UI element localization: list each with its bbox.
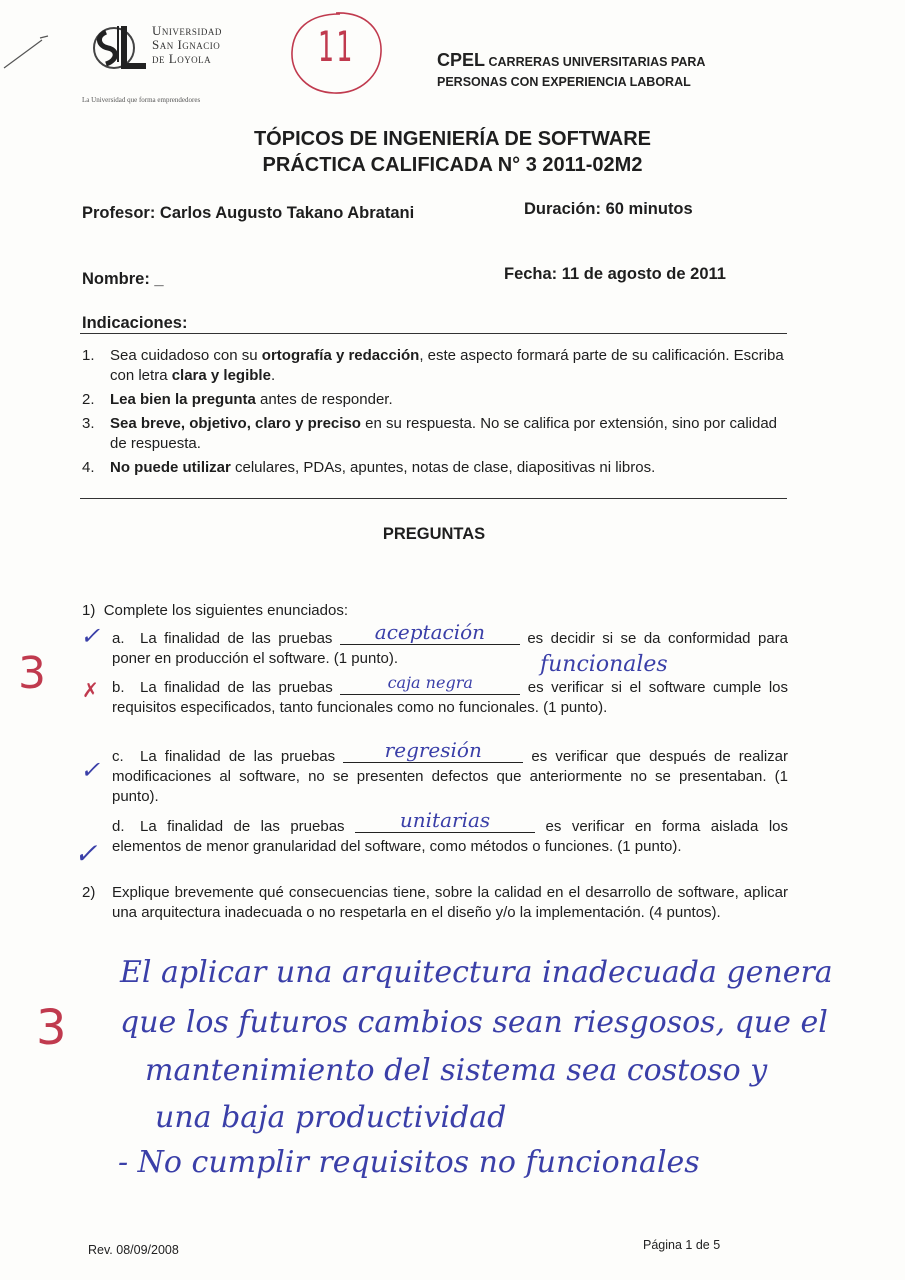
item-letter: b.	[112, 679, 125, 696]
handwritten-answer: aceptación	[374, 620, 486, 644]
item-text: es verificar si el software cumple los requisitos especificados, tanto funcionales como no funcionales. (1 punto).	[112, 679, 788, 716]
instruction-text	[110, 458, 790, 478]
item-letter: a.	[112, 630, 125, 647]
text: , este aspecto formará parte de su calificación. Escriba con letra	[110, 347, 784, 384]
instruction-text	[110, 346, 790, 386]
program-header	[437, 50, 877, 92]
page-number: Página 1 de 5	[643, 1238, 721, 1252]
item-text: es verificar que después de realizar modificaciones al software, no se presenten defectos que anteriormente no se presentaban. (1 punto).	[112, 748, 788, 805]
q1-item-a	[112, 620, 788, 669]
instructions-heading: Indicaciones:	[82, 314, 188, 332]
handwritten-answer-line: El aplicar una arquitectura inadecuada genera	[120, 955, 833, 990]
check-mark: ✓	[74, 837, 98, 870]
revision-label: Rev. 08/09/2008	[88, 1243, 179, 1257]
university-name-line: de Loyola	[152, 51, 212, 66]
exam-title: TÓPICOS DE INGENIERÍA DE SOFTWARE	[253, 128, 652, 150]
program-line1: CARRERAS UNIVERSITARIAS PARA	[488, 55, 706, 69]
text: Sea cuidadoso con su	[110, 347, 262, 364]
q2-number: 2)	[82, 884, 96, 901]
item-letter: d.	[112, 818, 125, 835]
university-name-line: San Ignacio	[152, 37, 221, 52]
q2-score: 3	[36, 1000, 67, 1056]
q1-item-c	[112, 738, 788, 807]
item-text: La finalidad de las pruebas	[140, 748, 344, 765]
answer-blank	[343, 738, 523, 763]
handwritten-answer: unitarias	[399, 808, 491, 832]
text: .	[270, 367, 276, 384]
answer-blank	[355, 808, 535, 833]
q2	[82, 883, 788, 923]
instruction-number: 4.	[82, 459, 95, 476]
text: celulares, PDAs, apuntes, notas de clase, diapositivas ni libros.	[230, 459, 656, 476]
questions-heading: PREGUNTAS	[382, 525, 486, 543]
instruction-text	[110, 390, 790, 410]
answer-blank	[340, 620, 520, 645]
item-text: es decidir si se da conformidad para poner en producción el software. (1 punto).	[112, 630, 788, 667]
q1-number: 1)	[82, 602, 96, 619]
handwritten-answer: regresión	[384, 738, 482, 762]
q1-item-b	[112, 673, 788, 718]
handwritten-answer-line: una baja productividad	[155, 1100, 507, 1135]
emphasis: Lea bien la pregunta	[110, 391, 256, 408]
instruction-text	[110, 414, 790, 454]
handwritten-correction: funcionales	[540, 652, 668, 677]
program-abbr: CPEL	[437, 50, 486, 70]
q1-score: 3	[18, 648, 46, 699]
item-text: es verificar en forma aislada los elementos de menor granularidad del software, como métodos o funciones. (1 punto).	[112, 818, 788, 855]
emphasis: ortografía y redacción	[261, 347, 420, 364]
divider	[80, 333, 787, 334]
university-name	[152, 24, 222, 66]
q2-text: Explique brevemente qué consecuencias tiene, sobre la calidad en el desarrollo de software, aplicar una arquitectura inadecuada o no respetarla en el diseño y/o la implementación. (4 puntos).	[112, 884, 788, 921]
instruction-item	[82, 414, 790, 454]
instruction-item	[82, 346, 790, 386]
instructions-list	[82, 346, 790, 482]
professor-field: Profesor: Carlos Augusto Takano Abratani	[82, 204, 415, 222]
instruction-number: 3.	[82, 415, 95, 432]
grade-score: 11	[318, 22, 355, 71]
text: antes de responder.	[255, 391, 393, 408]
university-name-line: Universidad	[152, 23, 222, 38]
item-text: La finalidad de las pruebas	[140, 630, 340, 647]
corner-pen-mark	[2, 32, 54, 72]
instruction-number: 1.	[82, 347, 95, 364]
emphasis: clara y legible	[171, 367, 271, 384]
text: en su respuesta. No se califica por extensión, sino por calidad de respuesta.	[110, 415, 778, 452]
program-line2: PERSONAS CON EXPERIENCIA LABORAL	[437, 75, 691, 89]
check-mark: ✓	[80, 756, 101, 784]
instruction-number: 2.	[82, 391, 95, 408]
item-text: La finalidad de las pruebas	[140, 818, 356, 835]
exam-subtitle: PRÁCTICA CALIFICADA N° 3 2011-02M2	[262, 154, 643, 176]
handwritten-answer: caja negra	[387, 673, 473, 692]
handwritten-answer-line: - No cumplir requisitos no funcionales	[118, 1145, 700, 1180]
handwritten-answer-line: mantenimiento del sistema sea costoso y	[145, 1053, 768, 1088]
wrong-mark: ✗	[82, 680, 99, 702]
q1-intro-text: Complete los siguientes enunciados:	[103, 602, 349, 619]
emphasis: Sea breve, objetivo, claro y preciso	[110, 415, 361, 432]
answer-blank	[340, 673, 520, 695]
handwritten-answer-line: que los futuros cambios sean riesgosos, que el	[120, 1005, 828, 1040]
emphasis: No puede utilizar	[110, 459, 231, 476]
q1-item-d	[112, 808, 788, 857]
item-letter: c.	[112, 748, 124, 765]
divider	[80, 498, 787, 499]
university-tagline: La Universidad que forma emprendedores	[82, 96, 201, 104]
instruction-item	[82, 458, 790, 478]
instruction-item	[82, 390, 790, 410]
duration-field: Duración: 60 minutos	[524, 200, 693, 218]
q1-intro	[82, 602, 348, 619]
date-field: Fecha: 11 de agosto de 2011	[504, 265, 726, 283]
university-logo-icon	[92, 22, 150, 72]
name-field: Nombre: _	[82, 270, 164, 288]
check-mark: ✓	[80, 622, 101, 650]
item-text: La finalidad de las pruebas	[140, 679, 341, 696]
